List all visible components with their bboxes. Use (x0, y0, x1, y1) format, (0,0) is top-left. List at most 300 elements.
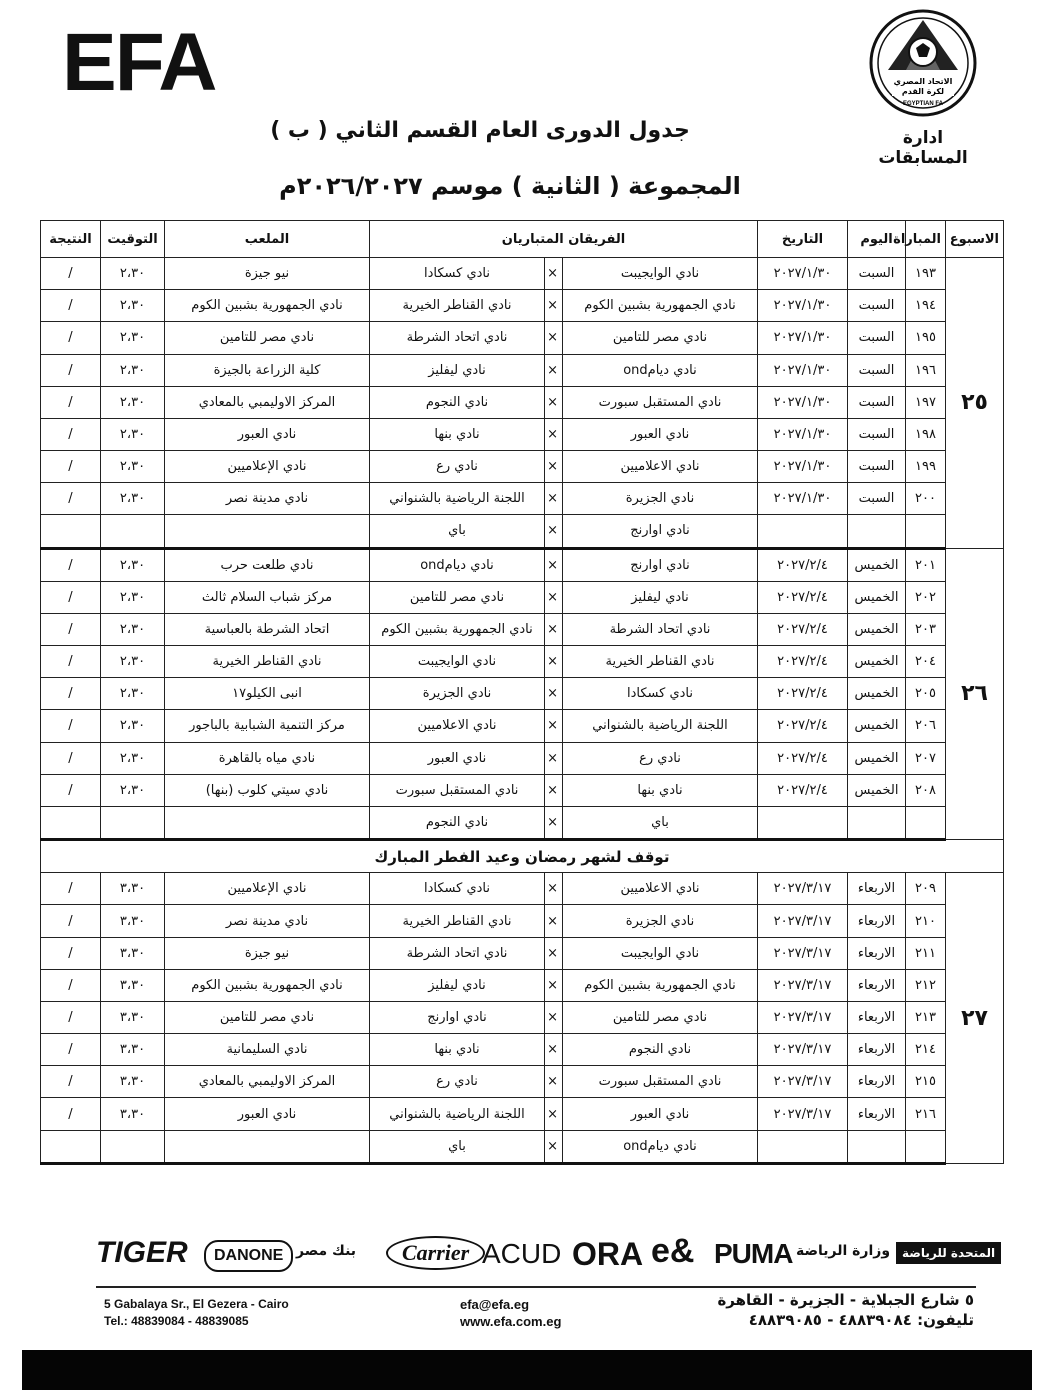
match-number: ٢١١ (906, 937, 946, 969)
stadium: نادي مصر للتامين (165, 322, 370, 354)
svg-text:لكرة القدم: لكرة القدم (901, 87, 945, 96)
away-team: نادي الجمهورية بشبين الكوم (370, 613, 545, 645)
match-result: / (41, 483, 101, 515)
sponsor-logo-carrier: Carrier (386, 1236, 485, 1270)
away-team: نادي الاعلاميين (370, 710, 545, 742)
stadium (165, 806, 370, 839)
match-result: / (41, 873, 101, 905)
match-day: الخميس (848, 548, 906, 581)
home-team: نادي ليفليز (563, 581, 758, 613)
match-date: ٢٠٢٧/١/٣٠ (758, 290, 848, 322)
match-number (906, 515, 946, 548)
match-day: السبت (848, 451, 906, 483)
home-team: نادي الاعلاميين (563, 873, 758, 905)
vs-mark: × (545, 581, 563, 613)
stadium: نادي سيتي كلوب (بنها) (165, 774, 370, 806)
match-day: الخميس (848, 646, 906, 678)
match-day: الخميس (848, 774, 906, 806)
vs-mark: × (545, 258, 563, 290)
away-team: نادي الجزيرة (370, 678, 545, 710)
match-date: ٢٠٢٧/٣/١٧ (758, 873, 848, 905)
website-link[interactable]: www.efa.com.eg (460, 1314, 562, 1329)
stadium: نيو جيزة (165, 937, 370, 969)
away-team: اللجنة الرياضية بالشنواني (370, 1098, 545, 1130)
kickoff-time (101, 1130, 165, 1163)
home-team: نادي العبور (563, 418, 758, 450)
kickoff-time: ٣،٣٠ (101, 873, 165, 905)
match-result: / (41, 451, 101, 483)
match-date: ٢٠٢٧/٣/١٧ (758, 1001, 848, 1033)
pause-row (41, 840, 1004, 873)
match-result: / (41, 710, 101, 742)
away-team: باي (370, 1130, 545, 1163)
match-number (906, 806, 946, 839)
page-title: جدول الدورى العام القسم الثاني ( ب ) (270, 118, 690, 143)
match-result: / (41, 354, 101, 386)
col-result: النتيجة (41, 221, 101, 258)
vs-mark: × (545, 418, 563, 450)
match-number: ١٩٤ (906, 290, 946, 322)
stadium: نادي مدينة نصر (165, 483, 370, 515)
kickoff-time: ٢،٣٠ (101, 742, 165, 774)
match-result: / (41, 613, 101, 645)
kickoff-time: ٢،٣٠ (101, 710, 165, 742)
match-date: ٢٠٢٧/١/٣٠ (758, 354, 848, 386)
match-number: ١٩٧ (906, 386, 946, 418)
col-time: التوقيت (101, 221, 165, 258)
table-header-row (41, 221, 1004, 258)
match-number: ٢٠٧ (906, 742, 946, 774)
match-result: / (41, 1034, 101, 1066)
match-result: / (41, 1098, 101, 1130)
sponsor-strip (96, 1228, 996, 1284)
table-row (41, 873, 1004, 905)
kickoff-time: ٣،٣٠ (101, 1001, 165, 1033)
vs-mark: × (545, 1001, 563, 1033)
table-row (41, 451, 1004, 483)
away-team: باي (370, 515, 545, 548)
table-row (41, 354, 1004, 386)
vs-mark: × (545, 1066, 563, 1098)
stadium: نادي العبور (165, 418, 370, 450)
kickoff-time: ٢،٣٠ (101, 354, 165, 386)
week-number: ٢٦ (946, 548, 1004, 840)
col-match: المباراة (906, 221, 946, 258)
svg-text:EGYPTIAN FA: EGYPTIAN FA (902, 101, 944, 107)
vs-mark: × (545, 548, 563, 581)
table-row (41, 646, 1004, 678)
kickoff-time: ٣،٣٠ (101, 905, 165, 937)
stadium: نادي مدينة نصر (165, 905, 370, 937)
match-number: ١٩٦ (906, 354, 946, 386)
stadium: نادي الإعلاميين (165, 873, 370, 905)
col-day: اليوم (848, 221, 906, 258)
sponsor-logo-puma: PUMA (714, 1238, 793, 1269)
match-date (758, 1130, 848, 1163)
match-result: / (41, 581, 101, 613)
stadium: المركز الاوليمبي بالمعادي (165, 1066, 370, 1098)
match-date: ٢٠٢٧/٣/١٧ (758, 937, 848, 969)
match-day: الاربعاء (848, 969, 906, 1001)
address-en-line1: 5 Gabalaya Sr., El Gezera - Cairo (104, 1297, 289, 1311)
stadium: نادي السليمانية (165, 1034, 370, 1066)
table-row (41, 613, 1004, 645)
vs-mark: × (545, 1130, 563, 1163)
match-day: الخميس (848, 710, 906, 742)
stadium: مركز شباب السلام ثالث (165, 581, 370, 613)
phone-ar: تليفون: ٤٨٨٣٩٠٨٤ - ٤٨٨٣٩٠٨٥ (748, 1311, 974, 1329)
match-number: ١٩٩ (906, 451, 946, 483)
away-team: نادي القناطر الخيرية (370, 905, 545, 937)
vs-mark: × (545, 806, 563, 839)
match-date: ٢٠٢٧/٢/٤ (758, 742, 848, 774)
match-number: ٢٠٤ (906, 646, 946, 678)
kickoff-time (101, 806, 165, 839)
match-date: ٢٠٢٧/٢/٤ (758, 710, 848, 742)
match-date: ٢٠٢٧/١/٣٠ (758, 322, 848, 354)
kickoff-time: ٢،٣٠ (101, 258, 165, 290)
match-result: / (41, 322, 101, 354)
page-subtitle: المجموعة ( الثانية ) موسم ٢٠٢٦/٢٠٢٧م (279, 172, 741, 200)
match-date: ٢٠٢٧/٢/٤ (758, 581, 848, 613)
match-day (848, 1130, 906, 1163)
table-row (41, 483, 1004, 515)
away-team: نادي اتحاد الشرطة (370, 937, 545, 969)
sponsor-logo-acud: ACUD (482, 1238, 562, 1269)
home-team: نادي اوارنج (563, 515, 758, 548)
vs-mark: × (545, 710, 563, 742)
home-team: نادي العبور (563, 1098, 758, 1130)
match-result: / (41, 1001, 101, 1033)
match-day: الخميس (848, 678, 906, 710)
vs-mark: × (545, 742, 563, 774)
away-team: نادي ليفليز (370, 969, 545, 1001)
kickoff-time: ٢،٣٠ (101, 646, 165, 678)
match-date: ٢٠٢٧/١/٣٠ (758, 386, 848, 418)
home-team: نادي الجمهورية بشبين الكوم (563, 969, 758, 1001)
week-number: ٢٥ (946, 258, 1004, 549)
vs-mark: × (545, 678, 563, 710)
vs-mark: × (545, 1034, 563, 1066)
svg-text:الاتحاد المصري: الاتحاد المصري (893, 77, 953, 86)
away-team: اللجنة الرياضية بالشنواني (370, 483, 545, 515)
stadium: نادي العبور (165, 1098, 370, 1130)
away-team: نادي النجوم (370, 386, 545, 418)
stadium: نادي الجمهورية بشبين الكوم (165, 969, 370, 1001)
match-number: ٢١٣ (906, 1001, 946, 1033)
match-number: ٢٠٢ (906, 581, 946, 613)
vs-mark: × (545, 354, 563, 386)
col-date: التاريخ (758, 221, 848, 258)
home-team: نادي الجزيرة (563, 905, 758, 937)
match-number: ٢١٦ (906, 1098, 946, 1130)
footer-band (22, 1350, 1032, 1390)
vs-mark: × (545, 451, 563, 483)
match-day (848, 515, 906, 548)
home-team: نادي مصر للتامين (563, 322, 758, 354)
match-result: / (41, 386, 101, 418)
match-result: / (41, 774, 101, 806)
vs-mark: × (545, 937, 563, 969)
away-team: نادي الوايجيبت (370, 646, 545, 678)
stadium: المركز الاوليمبي بالمعادي (165, 386, 370, 418)
home-team: نادي النجوم (563, 1034, 758, 1066)
match-date: ٢٠٢٧/٣/١٧ (758, 1034, 848, 1066)
table-row (41, 258, 1004, 290)
col-week: الاسبوع (946, 221, 1004, 258)
vs-mark: × (545, 515, 563, 548)
home-team: نادي المستقبل سبورت (563, 1066, 758, 1098)
away-team: نادي رع (370, 451, 545, 483)
vs-mark: × (545, 322, 563, 354)
match-date: ٢٠٢٧/٢/٤ (758, 774, 848, 806)
address-arabic (717, 1290, 974, 1330)
table-row (41, 418, 1004, 450)
home-team: نادي مصر للتامين (563, 1001, 758, 1033)
kickoff-time: ٢،٣٠ (101, 386, 165, 418)
home-team: نادي القناطر الخيرية (563, 646, 758, 678)
table-row (41, 937, 1004, 969)
sponsor-logo-united-sports: المتحدة للرياضة (896, 1242, 1001, 1264)
match-date: ٢٠٢٧/٢/٤ (758, 548, 848, 581)
match-result: / (41, 905, 101, 937)
away-team: نادي بنها (370, 1034, 545, 1066)
phone-en: Tel.: 48839084 - 48839085 (104, 1314, 249, 1328)
away-team: نادي اوارنج (370, 1001, 545, 1033)
sponsor-logo-tiger: TIGER (96, 1236, 188, 1269)
home-team: نادي ديامond (563, 1130, 758, 1163)
table-row (41, 806, 1004, 839)
table-row (41, 581, 1004, 613)
match-day: الخميس (848, 581, 906, 613)
week-number: ٢٧ (946, 873, 1004, 1164)
table-row (41, 905, 1004, 937)
sponsor-logo-danone: DANONE (204, 1240, 293, 1272)
table-row (41, 322, 1004, 354)
match-day (848, 806, 906, 839)
match-result: / (41, 678, 101, 710)
away-team: نادي كسكادا (370, 258, 545, 290)
away-team: نادي مصر للتامين (370, 581, 545, 613)
kickoff-time: ٢،٣٠ (101, 581, 165, 613)
stadium: نادي القناطر الخيرية (165, 646, 370, 678)
kickoff-time: ٢،٣٠ (101, 418, 165, 450)
vs-mark: × (545, 290, 563, 322)
match-result (41, 515, 101, 548)
match-number: ٢١٤ (906, 1034, 946, 1066)
home-team: نادي رع (563, 742, 758, 774)
stadium: نادي الجمهورية بشبين الكوم (165, 290, 370, 322)
vs-mark: × (545, 873, 563, 905)
away-team: نادي كسكادا (370, 873, 545, 905)
away-team: نادي النجوم (370, 806, 545, 839)
match-date (758, 806, 848, 839)
match-date: ٢٠٢٧/٢/٤ (758, 613, 848, 645)
match-day: السبت (848, 322, 906, 354)
efa-emblem-icon (868, 8, 978, 118)
home-team: نادي الجزيرة (563, 483, 758, 515)
stadium (165, 515, 370, 548)
match-date: ٢٠٢٧/٣/١٧ (758, 905, 848, 937)
col-stadium: الملعب (165, 221, 370, 258)
match-number: ٢١٢ (906, 969, 946, 1001)
vs-mark: × (545, 1098, 563, 1130)
match-date: ٢٠٢٧/١/٣٠ (758, 258, 848, 290)
match-result: / (41, 258, 101, 290)
vs-mark: × (545, 646, 563, 678)
match-result (41, 1130, 101, 1163)
stadium (165, 1130, 370, 1163)
table-row (41, 710, 1004, 742)
sponsor-logo-ora: ORA (572, 1236, 644, 1272)
match-day: السبت (848, 354, 906, 386)
match-result (41, 806, 101, 839)
match-result: / (41, 742, 101, 774)
home-team: اللجنة الرياضية بالشنواني (563, 710, 758, 742)
match-result: / (41, 548, 101, 581)
match-number: ٢٠٩ (906, 873, 946, 905)
table-row (41, 1001, 1004, 1033)
schedule-table (40, 220, 1004, 1165)
department-label: ادارة المسابقات (878, 128, 968, 168)
home-team: نادي الجمهورية بشبين الكوم (563, 290, 758, 322)
match-number: ١٩٣ (906, 258, 946, 290)
table-row (41, 548, 1004, 581)
match-number: ٢٠٣ (906, 613, 946, 645)
footer-divider (96, 1286, 976, 1288)
match-day: الاربعاء (848, 1066, 906, 1098)
stadium: نادي مياه بالقاهرة (165, 742, 370, 774)
table-row (41, 678, 1004, 710)
away-team: نادي ديامond (370, 548, 545, 581)
match-number: ٢٠٠ (906, 483, 946, 515)
match-result: / (41, 1066, 101, 1098)
match-day: السبت (848, 418, 906, 450)
match-day: الخميس (848, 742, 906, 774)
match-number: ٢٠١ (906, 548, 946, 581)
match-date: ٢٠٢٧/٣/١٧ (758, 1066, 848, 1098)
table-row (41, 969, 1004, 1001)
match-result: / (41, 418, 101, 450)
home-team: باي (563, 806, 758, 839)
col-teams: الفريقان المتباريان (370, 221, 758, 258)
match-day: الاربعاء (848, 937, 906, 969)
away-team: نادي بنها (370, 418, 545, 450)
match-day: السبت (848, 386, 906, 418)
table-row (41, 386, 1004, 418)
kickoff-time: ٢،٣٠ (101, 322, 165, 354)
away-team: نادي المستقبل سبورت (370, 774, 545, 806)
home-team: نادي الوايجيبت (563, 937, 758, 969)
stadium: مركز التنمية الشبابية بالباجور (165, 710, 370, 742)
email-link[interactable]: efa@efa.eg (460, 1297, 530, 1312)
kickoff-time: ٢،٣٠ (101, 451, 165, 483)
stadium: نادي طلعت حرب (165, 548, 370, 581)
match-day: السبت (848, 483, 906, 515)
table-row (41, 1034, 1004, 1066)
stadium: اتحاد الشرطة بالعباسية (165, 613, 370, 645)
match-date (758, 515, 848, 548)
match-result: / (41, 969, 101, 1001)
efa-logo: EFA (62, 17, 216, 108)
vs-mark: × (545, 613, 563, 645)
kickoff-time: ٢،٣٠ (101, 483, 165, 515)
home-team: نادي اتحاد الشرطة (563, 613, 758, 645)
match-day: الاربعاء (848, 1098, 906, 1130)
match-day: السبت (848, 290, 906, 322)
table-row (41, 742, 1004, 774)
match-day: الاربعاء (848, 905, 906, 937)
match-day: الاربعاء (848, 1001, 906, 1033)
home-team: نادي اوارنج (563, 548, 758, 581)
kickoff-time: ٢،٣٠ (101, 290, 165, 322)
kickoff-time: ٢،٣٠ (101, 613, 165, 645)
match-number: ٢١٠ (906, 905, 946, 937)
table-row (41, 290, 1004, 322)
kickoff-time: ٢،٣٠ (101, 774, 165, 806)
home-team: نادي الاعلاميين (563, 451, 758, 483)
table-row (41, 774, 1004, 806)
vs-mark: × (545, 774, 563, 806)
match-date: ٢٠٢٧/٣/١٧ (758, 1098, 848, 1130)
home-team: نادي الوايجيبت (563, 258, 758, 290)
match-number (906, 1130, 946, 1163)
match-date: ٢٠٢٧/١/٣٠ (758, 451, 848, 483)
kickoff-time: ٣،٣٠ (101, 1034, 165, 1066)
table-row (41, 1098, 1004, 1130)
stadium: انبى الكيلو١٧ (165, 678, 370, 710)
away-team: نادي اتحاد الشرطة (370, 322, 545, 354)
match-date: ٢٠٢٧/٢/٤ (758, 678, 848, 710)
match-result: / (41, 290, 101, 322)
kickoff-time: ٣،٣٠ (101, 937, 165, 969)
match-day: الاربعاء (848, 873, 906, 905)
match-date: ٢٠٢٧/٢/٤ (758, 646, 848, 678)
match-number: ٢٠٥ (906, 678, 946, 710)
address-english (104, 1296, 289, 1330)
home-team: نادي كسكادا (563, 678, 758, 710)
match-day: السبت (848, 258, 906, 290)
match-result: / (41, 646, 101, 678)
table-row (41, 1066, 1004, 1098)
sponsor-logo-etisalat: e& (651, 1232, 695, 1270)
match-number: ١٩٥ (906, 322, 946, 354)
table-row (41, 515, 1004, 548)
away-team: نادي العبور (370, 742, 545, 774)
match-day: الاربعاء (848, 1034, 906, 1066)
match-date: ٢٠٢٧/١/٣٠ (758, 483, 848, 515)
kickoff-time: ٢،٣٠ (101, 678, 165, 710)
vs-mark: × (545, 483, 563, 515)
match-number: ٢٠٦ (906, 710, 946, 742)
kickoff-time: ٣،٣٠ (101, 1098, 165, 1130)
pause-note: توقف لشهر رمضان وعيد الفطر المبارك (41, 840, 1004, 873)
vs-mark: × (545, 905, 563, 937)
away-team: نادي رع (370, 1066, 545, 1098)
address-ar-line1: ٥ شارع الجبلاية - الجزيرة - القاهرة (717, 1291, 974, 1309)
kickoff-time (101, 515, 165, 548)
stadium: نيو جيزة (165, 258, 370, 290)
match-day: الخميس (848, 613, 906, 645)
match-date: ٢٠٢٧/١/٣٠ (758, 418, 848, 450)
match-result: / (41, 937, 101, 969)
kickoff-time: ٢،٣٠ (101, 548, 165, 581)
table-row (41, 1130, 1004, 1163)
sponsor-logo-banque-misr: بنك مصر (296, 1243, 357, 1259)
kickoff-time: ٣،٣٠ (101, 969, 165, 1001)
stadium: نادي مصر للتامين (165, 1001, 370, 1033)
vs-mark: × (545, 969, 563, 1001)
